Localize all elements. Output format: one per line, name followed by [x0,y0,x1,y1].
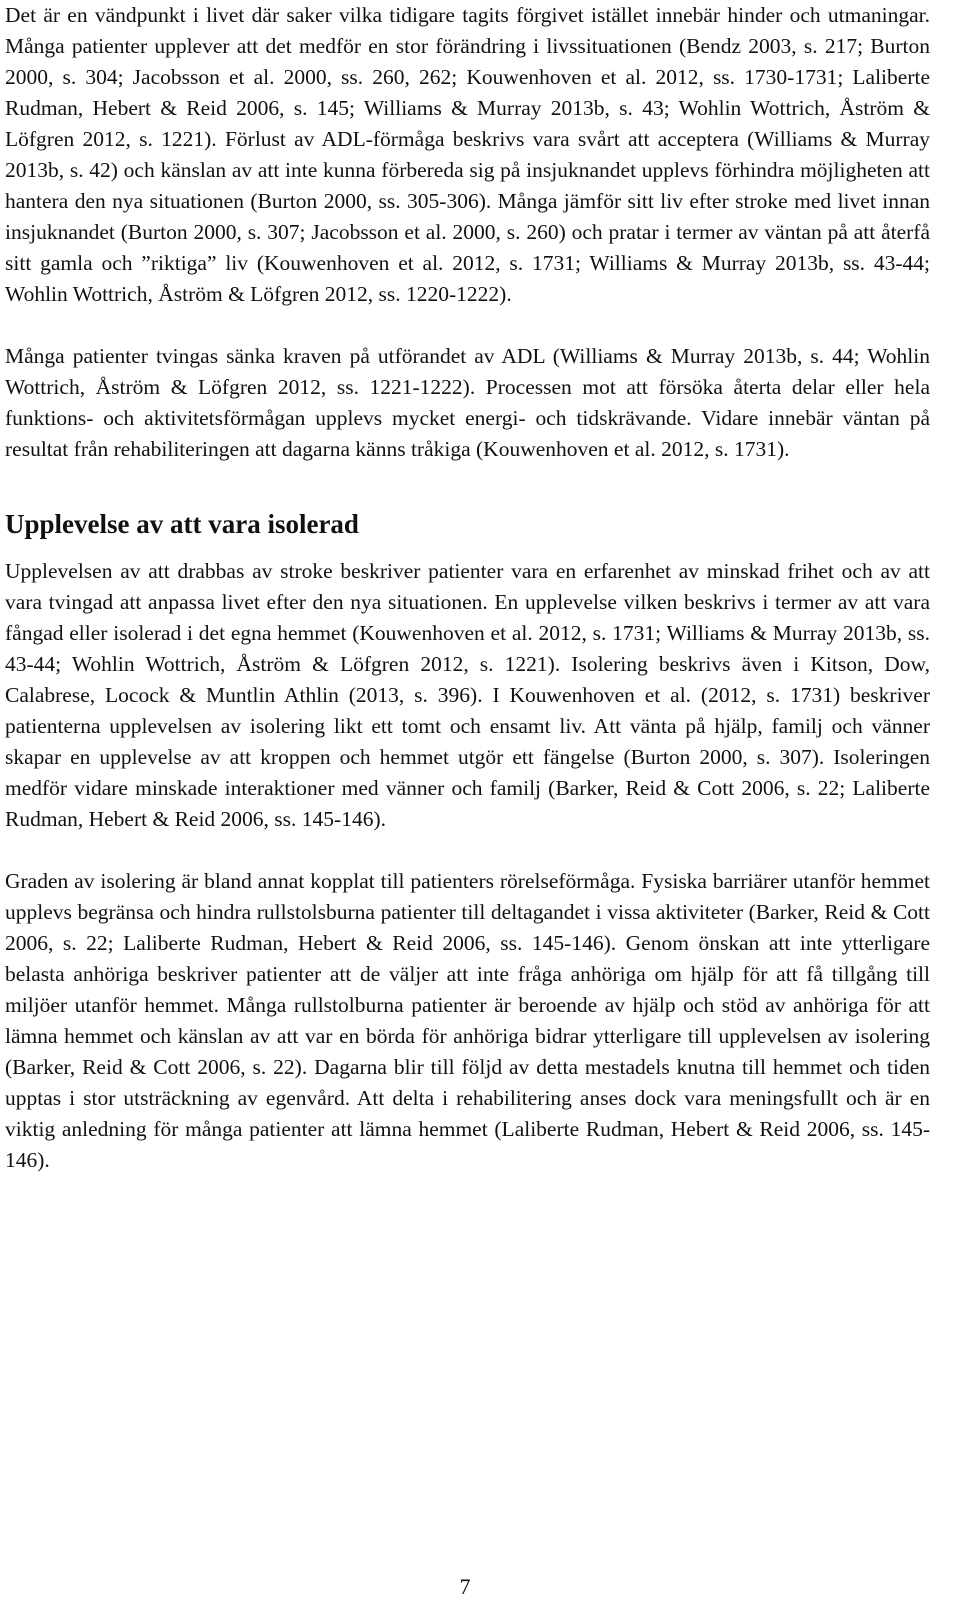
page-number: 7 [459,1574,471,1599]
section-paragraph-2: Graden av isolering är bland annat kopplat till patienters rörelseförmåga. Fysiska barriärer utanför hemmet upplevs begränsa och hindra rullstolsburna patienter till deltagandet i vissa aktiviteter (Barker, Reid & Cott 2006, s. 22; Laliberte Rudman, Hebert & Reid 2006, ss. 145-146). Genom önskan att inte ytterligare belasta anhöriga beskriver patienter att de väljer att inte fråga anhöriga om hjälp för att få tillgång till miljöer utanför hemmet. Många rullstolburna patienter är beroende av hjälp och stöd av anhöriga för att lämna hemmet och känslan av att var en börda för anhöriga bidrar ytterligare till upplevelsen av isolering (Barker, Reid & Cott 2006, s. 22). Dagarna blir till följd av detta mestadels knutna till hemmet och tiden upptas i stor utsträckning av egenvård. Att delta i rehabilitering anses dock vara meningsfullt och är en viktig anledning för många patienter att lämna hemmet (Laliberte Rudman, Hebert & Reid 2006, ss. 145-146). [5,869,930,1172]
body-paragraph-2: Många patienter tvingas sänka kraven på utförandet av ADL (Williams & Murray 2013b, s. 44; Wohlin Wottrich, Åström & Löfgren 2012, ss. 1221-1222). Processen mot att försöka återta delar eller hela funktions- och aktivitetsförmågan upplevs mycket energi- och tidskrävande. Vidare innebär väntan på resultat från rehabiliteringen att dagarna känns tråkiga (Kouwenhoven et al. 2012, s. 1731). [5,344,930,461]
document-page [5,0,930,1176]
section-spacer [5,465,930,496]
paragraph-spacer [5,835,930,866]
body-paragraph-1: Det är en vändpunkt i livet där saker vilka tidigare tagits förgivet istället innebär hinder och utmaningar. Många patienter upplever att det medför en stor förändring i livssituationen (Bendz 2003, s. 217; Burton 2000, s. 304; Jacobsson et al. 2000, ss. 260, 262; Kouwenhoven et al. 2012, ss. 1730-1731; Laliberte Rudman, Hebert & Reid 2006, s. 145; Williams & Murray 2013b, s. 43; Wohlin Wottrich, Åström & Löfgren 2012, s. 1221). Förlust av ADL-förmåga beskrivs vara svårt att acceptera (Williams & Murray 2013b, s. 42) och känslan av att inte kunna förbereda sig på insjuknandet upplevs förhindra möjligheten att hantera den nya situationen (Burton 2000, ss. 305-306). Många jämför sitt liv efter stroke med livet innan insjuknandet (Burton 2000, s. 307; Jacobsson et al. 2000, s. 260) och pratar i termer av väntan på att återfå sitt gamla och ”riktiga” liv (Kouwenhoven et al. 2012, s. 1731; Williams & Murray 2013b, ss. 43-44; Wohlin Wottrich, Åström & Löfgren 2012, ss. 1220-1222). [5,3,930,306]
section-paragraph-1: Upplevelsen av att drabbas av stroke beskriver patienter vara en erfarenhet av minskad frihet och av att vara tvingad att anpassa livet efter den nya situationen. En upplevelse vilken beskrivs i termer av att vara fångad eller isolerad i det egna hemmet (Kouwenhoven et al. 2012, s. 1731; Williams & Murray 2013b, ss. 43-44; Wohlin Wottrich, Åström & Löfgren 2012, s. 1221). Isolering beskrivs även i Kitson, Dow, Calabrese, Locock & Muntlin Athlin (2013, s. 396). I Kouwenhoven et al. (2012, s. 1731) beskriver patienterna upplevelsen av isolering likt ett tomt och ensamt liv. Att vänta på hjälp, familj och vänner skapar en upplevelse av att kroppen och hemmet utgör ett fängelse (Burton 2000, s. 307). Isoleringen medför vidare minskade interaktioner med vänner och familj (Barker, Reid & Cott 2006, s. 22; Laliberte Rudman, Hebert & Reid 2006, ss. 145-146). [5,559,930,831]
section-heading: Upplevelse av att vara isolerad [5,509,359,539]
paragraph-spacer [5,310,930,341]
